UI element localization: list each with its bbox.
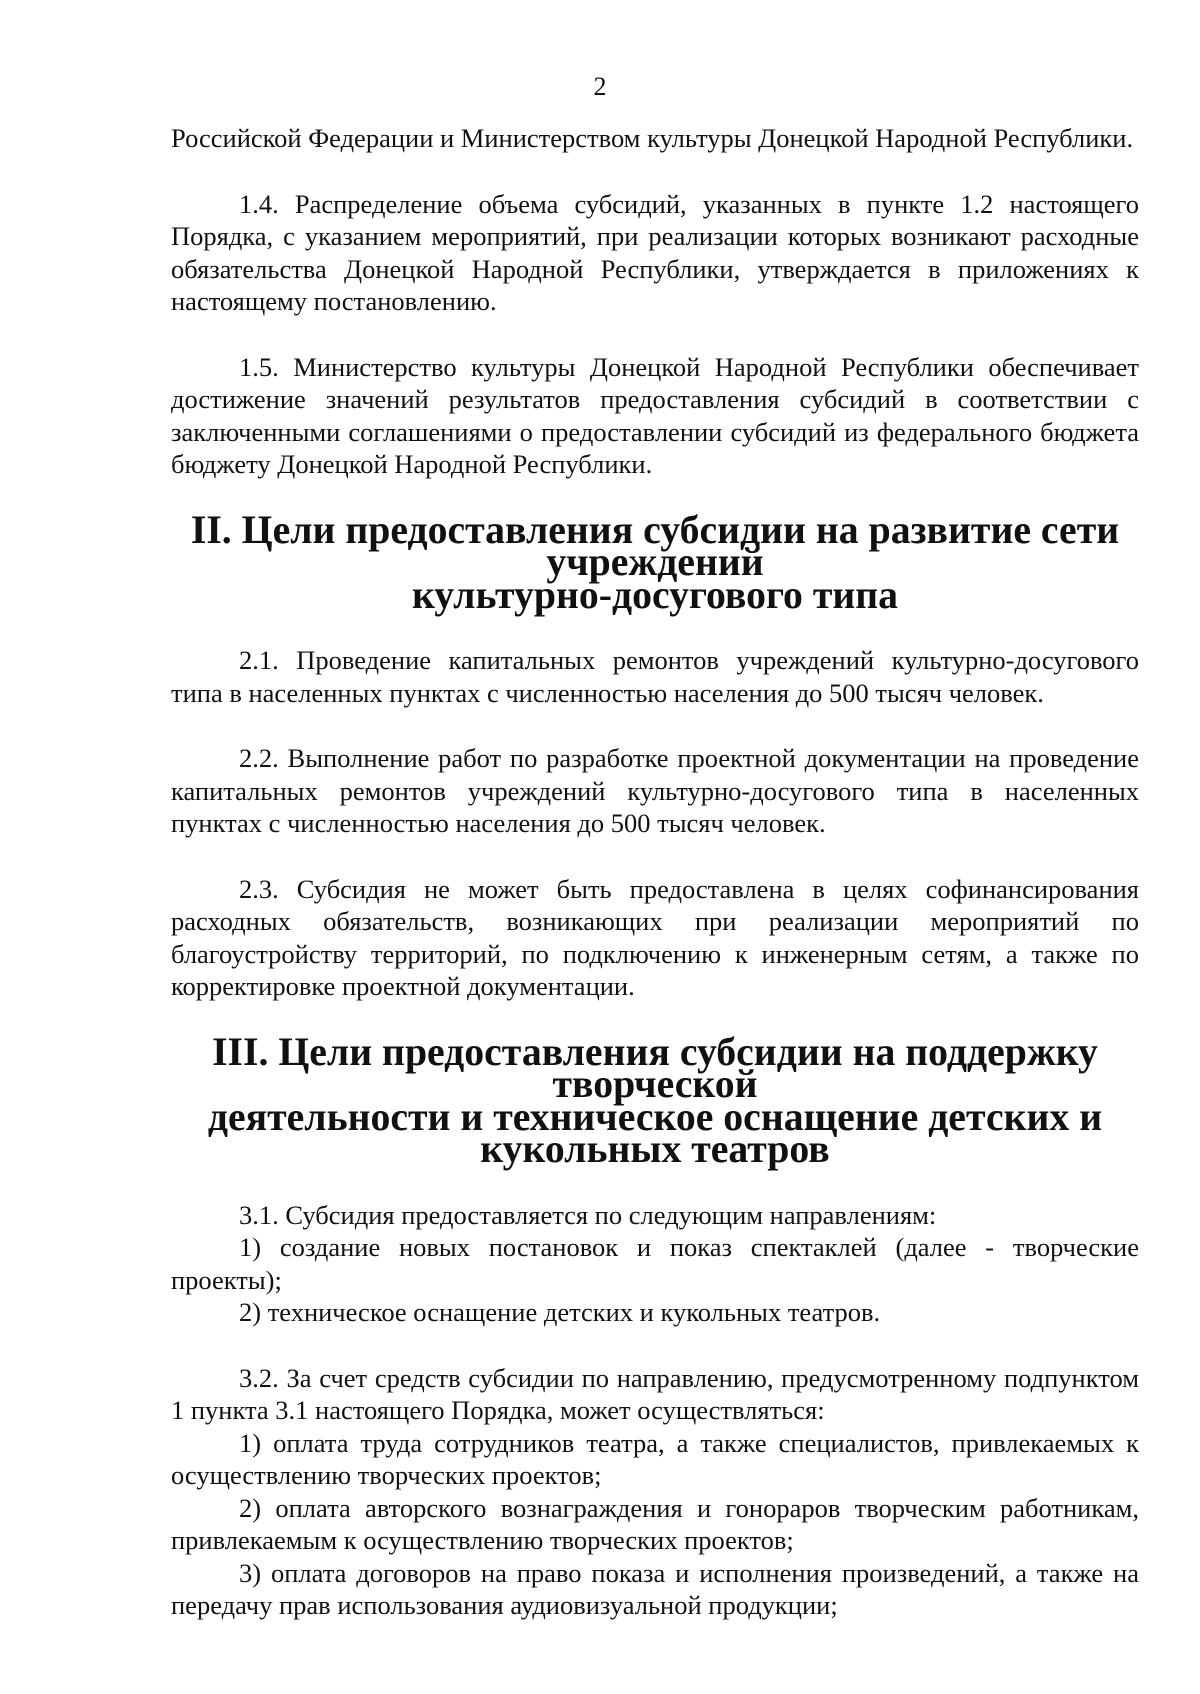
section-3-heading xyxy=(171,1029,1139,1171)
section-2-heading-line-1: II. Цели предоставления субсидии на развитие сети учреждений xyxy=(190,507,1120,584)
list-item: 2) оплата авторского вознаграждения и гонораров творческим работникам, привлекаемым к осуществлению творческих проектов; xyxy=(171,1492,1139,1555)
paragraph-1-5: 1.5. Министерство культуры Донецкой Народной Республики обеспечивает достижение значений результатов предоставления субсидий в соответствии с заключенными соглашениями о предоставлении субсидий из федерального бюджета бюджету Донецкой Народной Республики. xyxy=(171,351,1139,479)
paragraph-3-2: 3.2. За счет средств субсидии по направлению, предусмотренному подпунктом 1 пункта 3.1 настоящего Порядка, может осуществляться: xyxy=(171,1362,1139,1425)
list-item: 2) техническое оснащение детских и кукольных театров. xyxy=(239,1297,881,1327)
paragraph-2-1: 2.1. Проведение капитальных ремонтов учреждений культурно-досугового типа в населенных пунктах с численностью населения до 500 тысяч человек. xyxy=(171,645,1139,708)
document-body xyxy=(171,122,1139,1622)
list-item: 3) оплата договоров на право показа и исполнения произведений, а также на передачу прав использования аудиовизуальной продукции; xyxy=(171,1557,1139,1620)
intro-paragraph: Российской Федерации и Министерством культуры Донецкой Народной Республики. xyxy=(171,123,1134,153)
section-3-heading-line-1: III. Цели предоставления субсидии на поддержку творческой xyxy=(212,1029,1098,1106)
paragraph-2-3: 2.3. Субсидия не может быть предоставлена в целях софинансирования расходных обязательств, возникающих при реализации мероприятий по благоустройству территорий, по подключению к инженерным сетям, а также по корректировке проектной документации. xyxy=(171,873,1139,1001)
paragraph-1-4: 1.4. Распределение объема субсидий, указанных в пункте 1.2 настоящего Порядка, с указанием мероприятий, при реализации которых возникают расходные обязательства Донецкой Народной Республики, утверждается в приложениях к настоящему постановлению. xyxy=(171,188,1139,316)
page-number: 2 xyxy=(593,72,607,101)
section-3-heading-line-2: деятельности и техническое оснащение детских и кукольных театров xyxy=(207,1094,1103,1171)
paragraph-2-2: 2.2. Выполнение работ по разработке проектной документации на проведение капитальных ремонтов учреждений культурно-досугового типа в населенных пунктах с численностью населения до 500 тысяч человек. xyxy=(171,743,1139,838)
paragraph-3-1: 3.1. Субсидия предоставляется по следующим направлениям: xyxy=(239,1199,937,1230)
section-2-heading xyxy=(171,507,1139,617)
section-2-heading-line-2: культурно-досугового типа xyxy=(411,572,899,617)
list-item: 1) создание новых постановок и показ спектаклей (далее - творческие проекты); xyxy=(171,1232,1139,1295)
list-item: 1) оплата труда сотрудников театра, а также специалистов, привлекаемых к осуществлению творческих проектов; xyxy=(171,1427,1139,1490)
